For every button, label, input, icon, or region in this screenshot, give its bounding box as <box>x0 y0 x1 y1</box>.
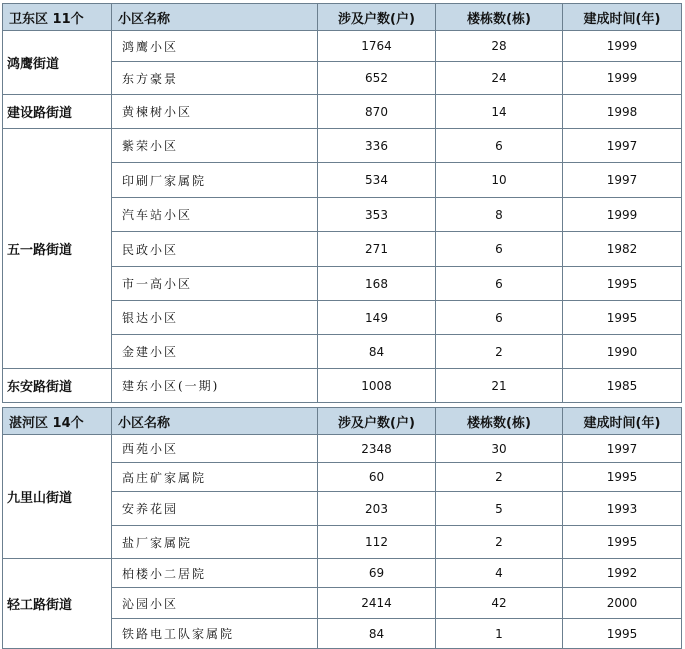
name-header: 小区名称 <box>112 4 318 31</box>
street-cell: 鸿鹰街道 <box>3 31 112 95</box>
buildings-cell: 5 <box>436 492 563 526</box>
buildings-cell: 2 <box>436 463 563 492</box>
year-cell: 1997 <box>563 163 682 198</box>
households-cell: 2348 <box>318 435 436 463</box>
community-name-cell: 鸿鹰小区 <box>112 31 318 62</box>
buildings-cell: 2 <box>436 526 563 559</box>
year-cell: 1995 <box>563 619 682 649</box>
year-cell: 1990 <box>563 335 682 369</box>
header-row <box>3 408 682 435</box>
buildings-cell: 28 <box>436 31 563 62</box>
table-row <box>3 95 682 129</box>
households-cell: 336 <box>318 129 436 163</box>
community-name-cell: 安养花园 <box>112 492 318 526</box>
community-name-cell: 黄楝树小区 <box>112 95 318 129</box>
street-cell: 建设路街道 <box>3 95 112 129</box>
buildings-cell: 14 <box>436 95 563 129</box>
year-cell: 1998 <box>563 95 682 129</box>
table-row <box>3 129 682 163</box>
households-cell: 112 <box>318 526 436 559</box>
buildings-cell: 6 <box>436 301 563 335</box>
buildings-cell: 6 <box>436 232 563 267</box>
street-cell: 九里山街道 <box>3 435 112 559</box>
year-cell: 1999 <box>563 31 682 62</box>
buildings-cell: 1 <box>436 619 563 649</box>
community-name-cell: 印刷厂家属院 <box>112 163 318 198</box>
year-cell: 1993 <box>563 492 682 526</box>
households-cell: 870 <box>318 95 436 129</box>
households-cell: 84 <box>318 335 436 369</box>
buildings-header: 楼栋数(栋) <box>436 408 563 435</box>
buildings-cell: 8 <box>436 198 563 232</box>
buildings-cell: 6 <box>436 267 563 301</box>
year-cell: 1995 <box>563 267 682 301</box>
community-name-cell: 高庄矿家属院 <box>112 463 318 492</box>
year-cell: 1985 <box>563 369 682 403</box>
year-cell: 1997 <box>563 129 682 163</box>
community-name-cell: 沁园小区 <box>112 588 318 619</box>
district-header: 卫东区 11个 <box>3 4 112 31</box>
table-row <box>3 31 682 62</box>
street-cell: 东安路街道 <box>3 369 112 403</box>
table-row <box>3 559 682 588</box>
households-header: 涉及户数(户) <box>318 408 436 435</box>
community-name-cell: 汽车站小区 <box>112 198 318 232</box>
households-cell: 1008 <box>318 369 436 403</box>
households-cell: 149 <box>318 301 436 335</box>
households-cell: 168 <box>318 267 436 301</box>
buildings-cell: 30 <box>436 435 563 463</box>
households-cell: 271 <box>318 232 436 267</box>
year-header: 建成时间(年) <box>563 4 682 31</box>
buildings-cell: 4 <box>436 559 563 588</box>
community-name-cell: 柏楼小二居院 <box>112 559 318 588</box>
header-row <box>3 4 682 31</box>
buildings-cell: 42 <box>436 588 563 619</box>
table-row <box>3 435 682 463</box>
year-cell: 1992 <box>563 559 682 588</box>
year-cell: 1997 <box>563 435 682 463</box>
community-name-cell: 建东小区(一期) <box>112 369 318 403</box>
households-cell: 534 <box>318 163 436 198</box>
community-name-cell: 东方豪景 <box>112 62 318 95</box>
households-header: 涉及户数(户) <box>318 4 436 31</box>
year-cell: 1995 <box>563 526 682 559</box>
households-cell: 60 <box>318 463 436 492</box>
year-cell: 1982 <box>563 232 682 267</box>
households-cell: 652 <box>318 62 436 95</box>
year-cell: 1995 <box>563 301 682 335</box>
table-weidong <box>2 3 682 403</box>
table-row <box>3 369 682 403</box>
buildings-cell: 21 <box>436 369 563 403</box>
street-cell: 五一路街道 <box>3 129 112 369</box>
community-name-cell: 银达小区 <box>112 301 318 335</box>
street-cell: 轻工路街道 <box>3 559 112 649</box>
year-cell: 2000 <box>563 588 682 619</box>
buildings-cell: 6 <box>436 129 563 163</box>
households-cell: 2414 <box>318 588 436 619</box>
households-cell: 84 <box>318 619 436 649</box>
community-name-cell: 民政小区 <box>112 232 318 267</box>
community-name-cell: 西苑小区 <box>112 435 318 463</box>
year-cell: 1995 <box>563 463 682 492</box>
year-header: 建成时间(年) <box>563 408 682 435</box>
community-name-cell: 紫荣小区 <box>112 129 318 163</box>
name-header: 小区名称 <box>112 408 318 435</box>
households-cell: 1764 <box>318 31 436 62</box>
community-name-cell: 盐厂家属院 <box>112 526 318 559</box>
buildings-cell: 2 <box>436 335 563 369</box>
community-name-cell: 铁路电工队家属院 <box>112 619 318 649</box>
year-cell: 1999 <box>563 62 682 95</box>
table-zhanhe <box>2 407 682 649</box>
community-name-cell: 市一高小区 <box>112 267 318 301</box>
buildings-header: 楼栋数(栋) <box>436 4 563 31</box>
community-name-cell: 金建小区 <box>112 335 318 369</box>
buildings-cell: 10 <box>436 163 563 198</box>
households-cell: 69 <box>318 559 436 588</box>
households-cell: 203 <box>318 492 436 526</box>
district-header: 湛河区 14个 <box>3 408 112 435</box>
households-cell: 353 <box>318 198 436 232</box>
year-cell: 1999 <box>563 198 682 232</box>
buildings-cell: 24 <box>436 62 563 95</box>
